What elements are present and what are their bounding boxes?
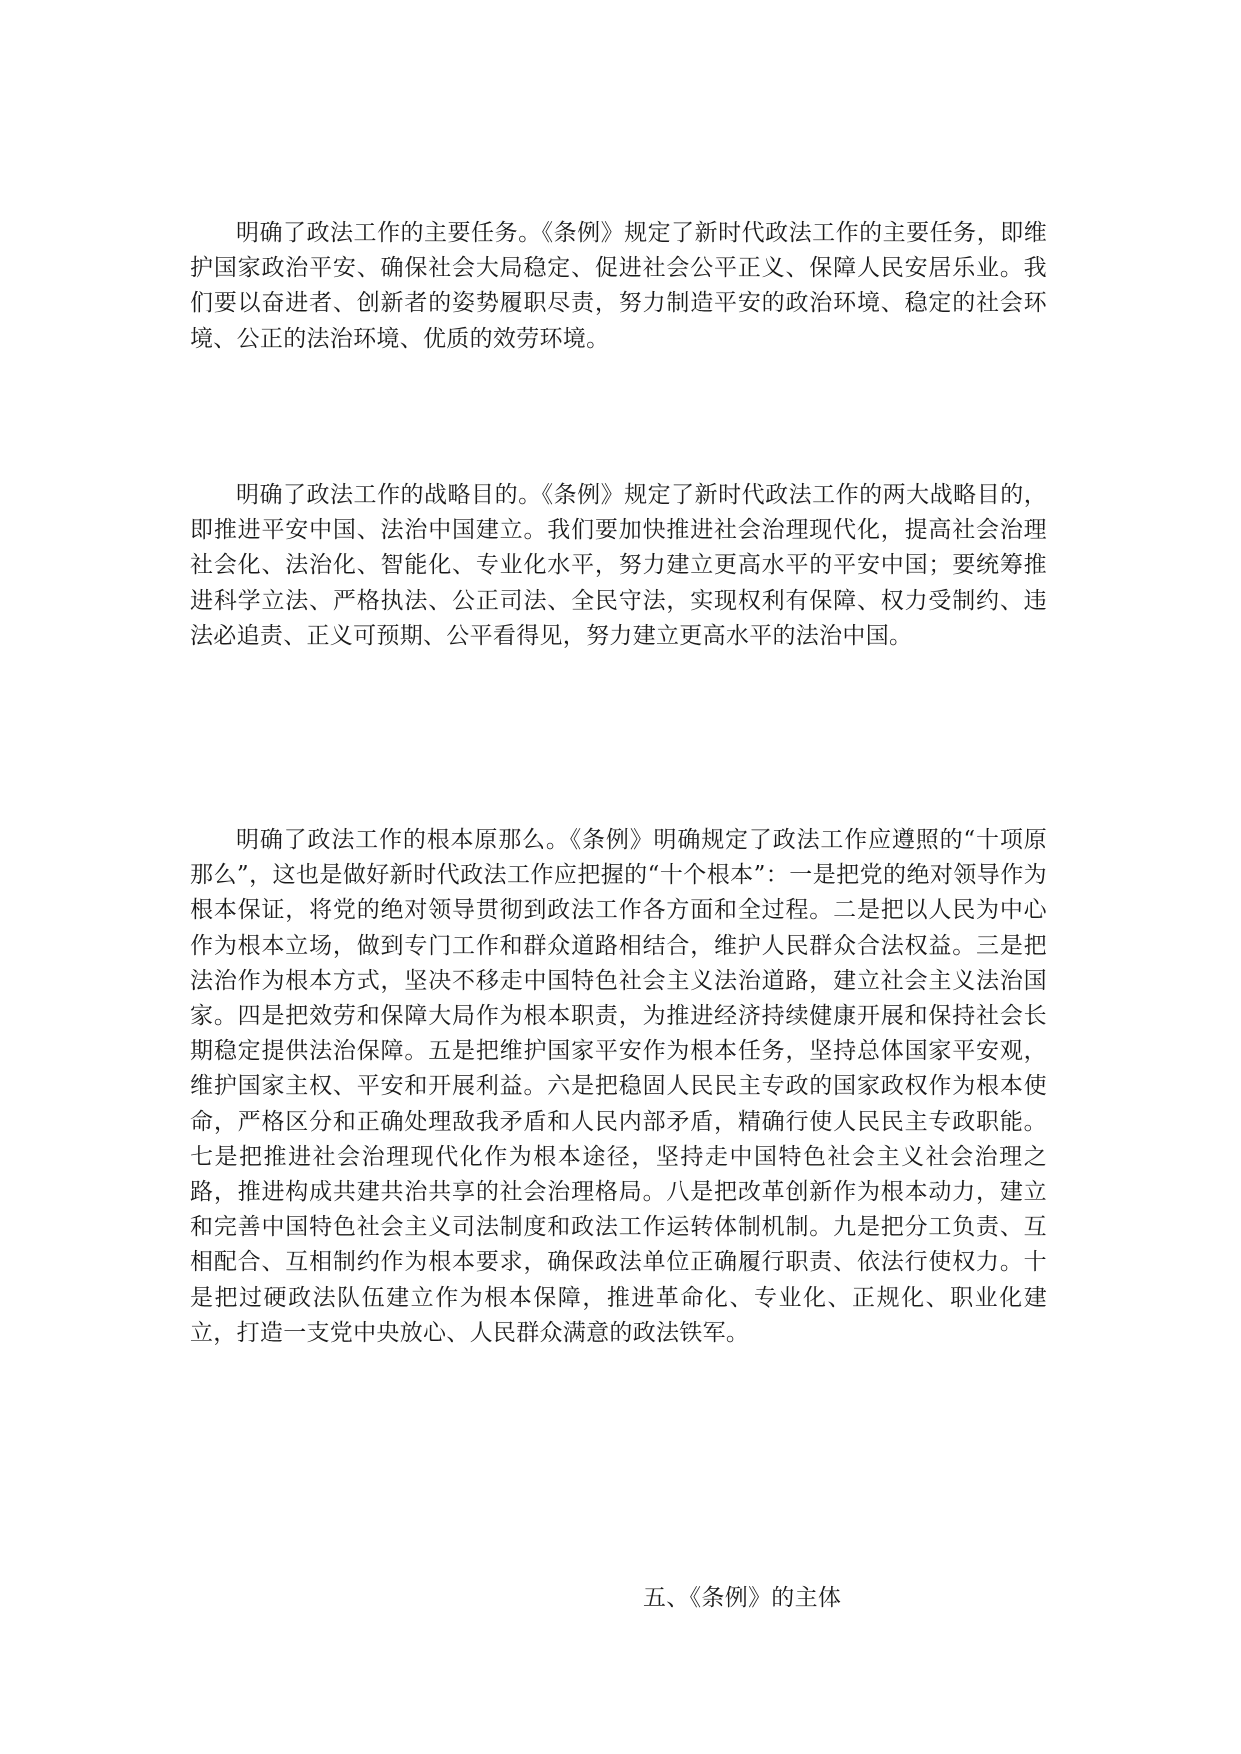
section-heading: 五、《条例》的主体 — [643, 1585, 842, 1611]
paragraph-strategic-goals: 明确了政法工作的战略目的。《条例》规定了新时代政法工作的两大战略目的，即推进平安中国、法治中国建立。我们要加快推进社会治理现代化，提高社会治理社会化、法治化、智能化、专业化水平，努力建立更高水平的平安中国；要统筹推进科学立法、严格执法、公正司法、全民守法，实现权利有保障、权力受制约、违法必追责、正义可预期、公平看得见，努力建立更高水平的法治中国。 — [190, 482, 1047, 649]
paragraph-main-tasks: 明确了政法工作的主要任务。《条例》规定了新时代政法工作的主要任务，即维护国家政治平安、确保社会大局稳定、促进社会公平正义、保障人民安居乐业。我们要以奋进者、创新者的姿势履职尽责，努力制造平安的政治环境、稳定的社会环境、公正的法治环境、优质的效劳环境。 — [190, 220, 1047, 352]
paragraph-basic-principles: 明确了政法工作的根本原那么。《条例》明确规定了政法工作应遵照的“十项原那么”，这也是做好新时代政法工作应把握的“十个根本”：一是把党的绝对领导作为根本保证，将党的绝对领导贯彻到政法工作各方面和全过程。二是把以人民为中心作为根本立场，做到专门工作和群众道路相结合，维护人民群众合法权益。三是把法治作为根本方式，坚决不移走中国特色社会主义法治道路，建立社会主义法治国家。四是把效劳和保障大局作为根本职责，为推进经济持续健康开展和保持社会长期稳定提供法治保障。五是把维护国家平安作为根本任务，坚持总体国家平安观，维护国家主权、平安和开展利益。六是把稳固人民民主专政的国家政权作为根本使命，严格区分和正确处理敌我矛盾和人民内部矛盾，精确行使人民民主专政职能。七是把推进社会治理现代化作为根本途径，坚持走中国特色社会主义社会治理之路，推进构成共建共治共享的社会治理格局。八是把改革创新作为根本动力，建立和完善中国特色社会主义司法制度和政法工作运转体制机制。九是把分工负责、互相配合、互相制约作为根本要求，确保政法单位正确履行职责、依法行使权力。十是把过硬政法队伍建立作为根本保障，推进革命化、专业化、正规化、职业化建立，打造一支党中央放心、人民群众满意的政法铁军。 — [190, 827, 1047, 1346]
